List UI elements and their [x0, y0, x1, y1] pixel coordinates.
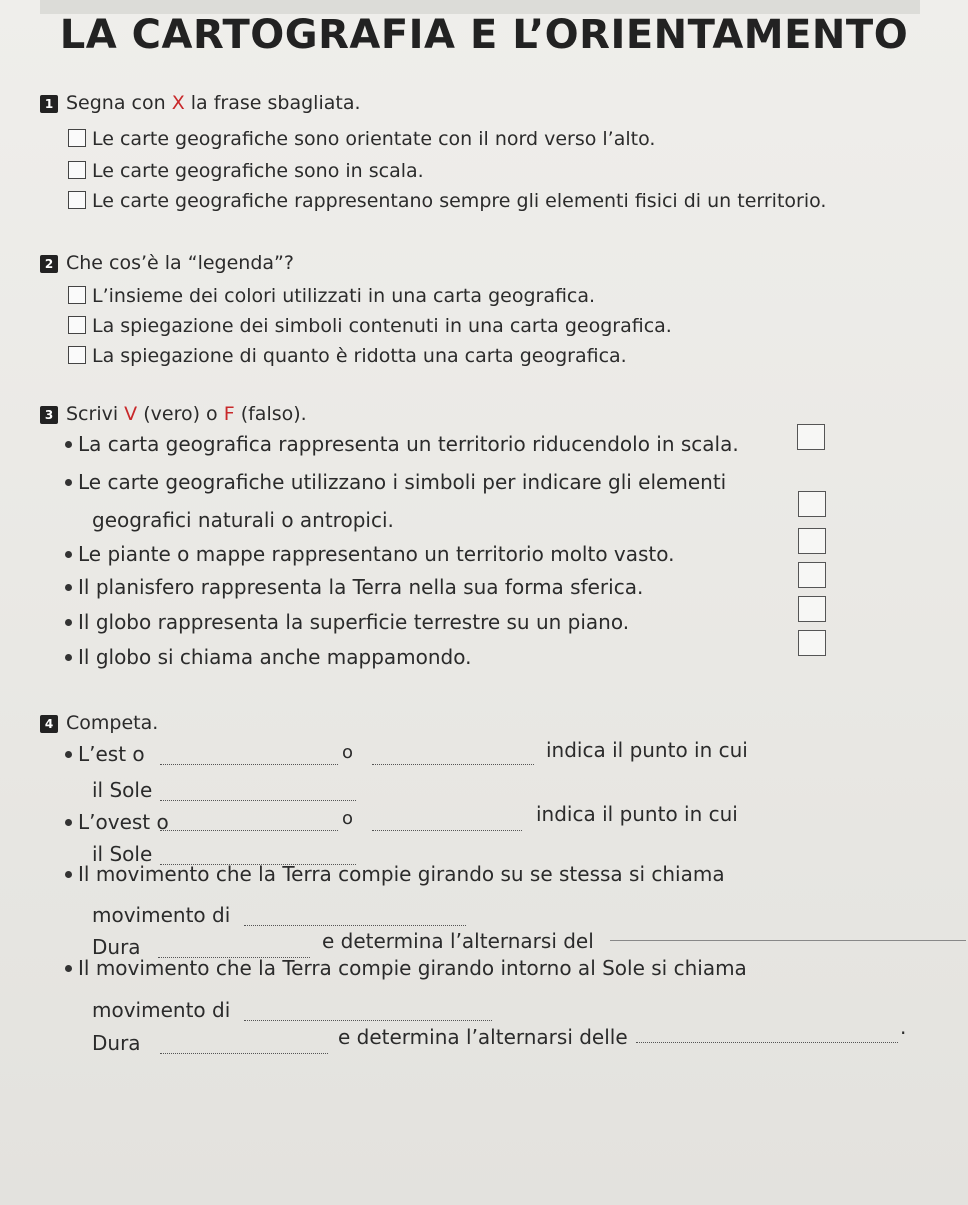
page-title: LA CARTOGRAFIA E L’ORIENTAMENTO — [59, 12, 909, 58]
est-line: L’est o — [78, 742, 145, 766]
exercise-number-badge: 3 — [40, 406, 58, 424]
est-text: indica il punto in cui — [546, 738, 748, 762]
exercise-2-prompt: 2 Che cos’è la “legenda”? — [40, 252, 294, 274]
answer-box[interactable] — [798, 630, 826, 656]
exercise-3-prompt: 3 Scrivi V (vero) o F (falso). — [40, 403, 307, 425]
ovest-text: indica il punto in cui — [536, 802, 738, 826]
exercise-2-option[interactable]: La spiegazione dei simboli contenuti in una carta geografica. — [68, 315, 672, 337]
exercise-number-badge: 2 — [40, 255, 58, 273]
rotation-continued: movimento di — [92, 903, 231, 927]
exercise-1-option[interactable]: Le carte geografiche sono orientate con il nord verso l’alto. — [68, 128, 655, 150]
exercise-4-prompt: 4 Competa. — [40, 712, 158, 734]
fill-blank[interactable] — [160, 1037, 328, 1054]
checkbox[interactable] — [68, 129, 86, 147]
checkbox[interactable] — [68, 346, 86, 364]
fill-blank[interactable] — [372, 748, 534, 765]
answer-box[interactable] — [798, 528, 826, 554]
revolution-line: Il movimento che la Terra compie girando intorno al Sole si chiama — [78, 956, 747, 980]
fill-blank[interactable] — [160, 748, 338, 765]
rotation-line: Il movimento che la Terra compie girando su se stessa si chiama — [78, 862, 725, 886]
checkbox[interactable] — [68, 161, 86, 179]
fill-blank[interactable] — [160, 814, 338, 831]
exercise-1-option[interactable]: Le carte geografiche rappresentano sempre gli elementi fisici di un territorio. — [68, 190, 826, 212]
exercise-1-prompt: 1 Segna con X la frase sbagliata. — [40, 92, 361, 114]
fill-blank[interactable] — [636, 1026, 898, 1043]
fill-blank[interactable] — [244, 1004, 492, 1021]
bullet — [65, 819, 72, 826]
bullet — [65, 751, 72, 758]
true-false-statement: Le piante o mappe rappresentano un territorio molto vasto. — [78, 542, 675, 566]
revolution-continued: movimento di — [92, 998, 231, 1022]
true-false-statement: Il planisfero rappresenta la Terra nella sua forma sferica. — [78, 575, 643, 599]
exercise-2-option[interactable]: L’insieme dei colori utilizzati in una carta geografica. — [68, 285, 595, 307]
checkbox[interactable] — [68, 191, 86, 209]
ovest-line: L’ovest o — [78, 810, 169, 834]
answer-box[interactable] — [798, 562, 826, 588]
rotation-duration-label: Dura — [92, 935, 141, 959]
rotation-alternation-text: e determina l’alternarsi del — [322, 929, 594, 953]
checkbox[interactable] — [68, 286, 86, 304]
fill-blank[interactable] — [610, 924, 966, 941]
revolution-duration-label: Dura — [92, 1031, 141, 1055]
bullet — [65, 479, 72, 486]
ovest-continued: il Sole — [92, 842, 153, 866]
bullet — [65, 871, 72, 878]
answer-box[interactable] — [798, 491, 826, 517]
fill-blank[interactable] — [372, 814, 522, 831]
revolution-alternation-text: e determina l’alternarsi delle — [338, 1025, 628, 1049]
conjunction: o — [342, 742, 354, 763]
checkbox[interactable] — [68, 316, 86, 334]
bullet — [65, 584, 72, 591]
answer-box[interactable] — [798, 596, 826, 622]
true-false-statement: La carta geografica rappresenta un territorio riducendolo in scala. — [78, 432, 739, 456]
period: . — [900, 1015, 907, 1039]
bullet — [65, 551, 72, 558]
exercise-2-option[interactable]: La spiegazione di quanto è ridotta una carta geografica. — [68, 345, 627, 367]
fill-blank[interactable] — [244, 909, 466, 926]
exercise-1-option[interactable]: Le carte geografiche sono in scala. — [68, 160, 424, 182]
bullet — [65, 965, 72, 972]
exercise-number-badge: 1 — [40, 95, 58, 113]
bullet — [65, 441, 72, 448]
true-false-statement-continued: geografici naturali o antropici. — [92, 508, 394, 532]
true-false-statement: Il globo si chiama anche mappamondo. — [78, 645, 472, 669]
est-continued: il Sole — [92, 778, 153, 802]
true-false-statement: Le carte geografiche utilizzano i simboli per indicare gli elementi — [78, 470, 726, 494]
answer-box[interactable] — [797, 424, 825, 450]
bullet — [65, 619, 72, 626]
exercise-number-badge: 4 — [40, 715, 58, 733]
true-false-statement: Il globo rappresenta la superficie terrestre su un piano. — [78, 610, 629, 634]
fill-blank[interactable] — [160, 784, 356, 801]
conjunction: o — [342, 808, 354, 829]
bullet — [65, 654, 72, 661]
